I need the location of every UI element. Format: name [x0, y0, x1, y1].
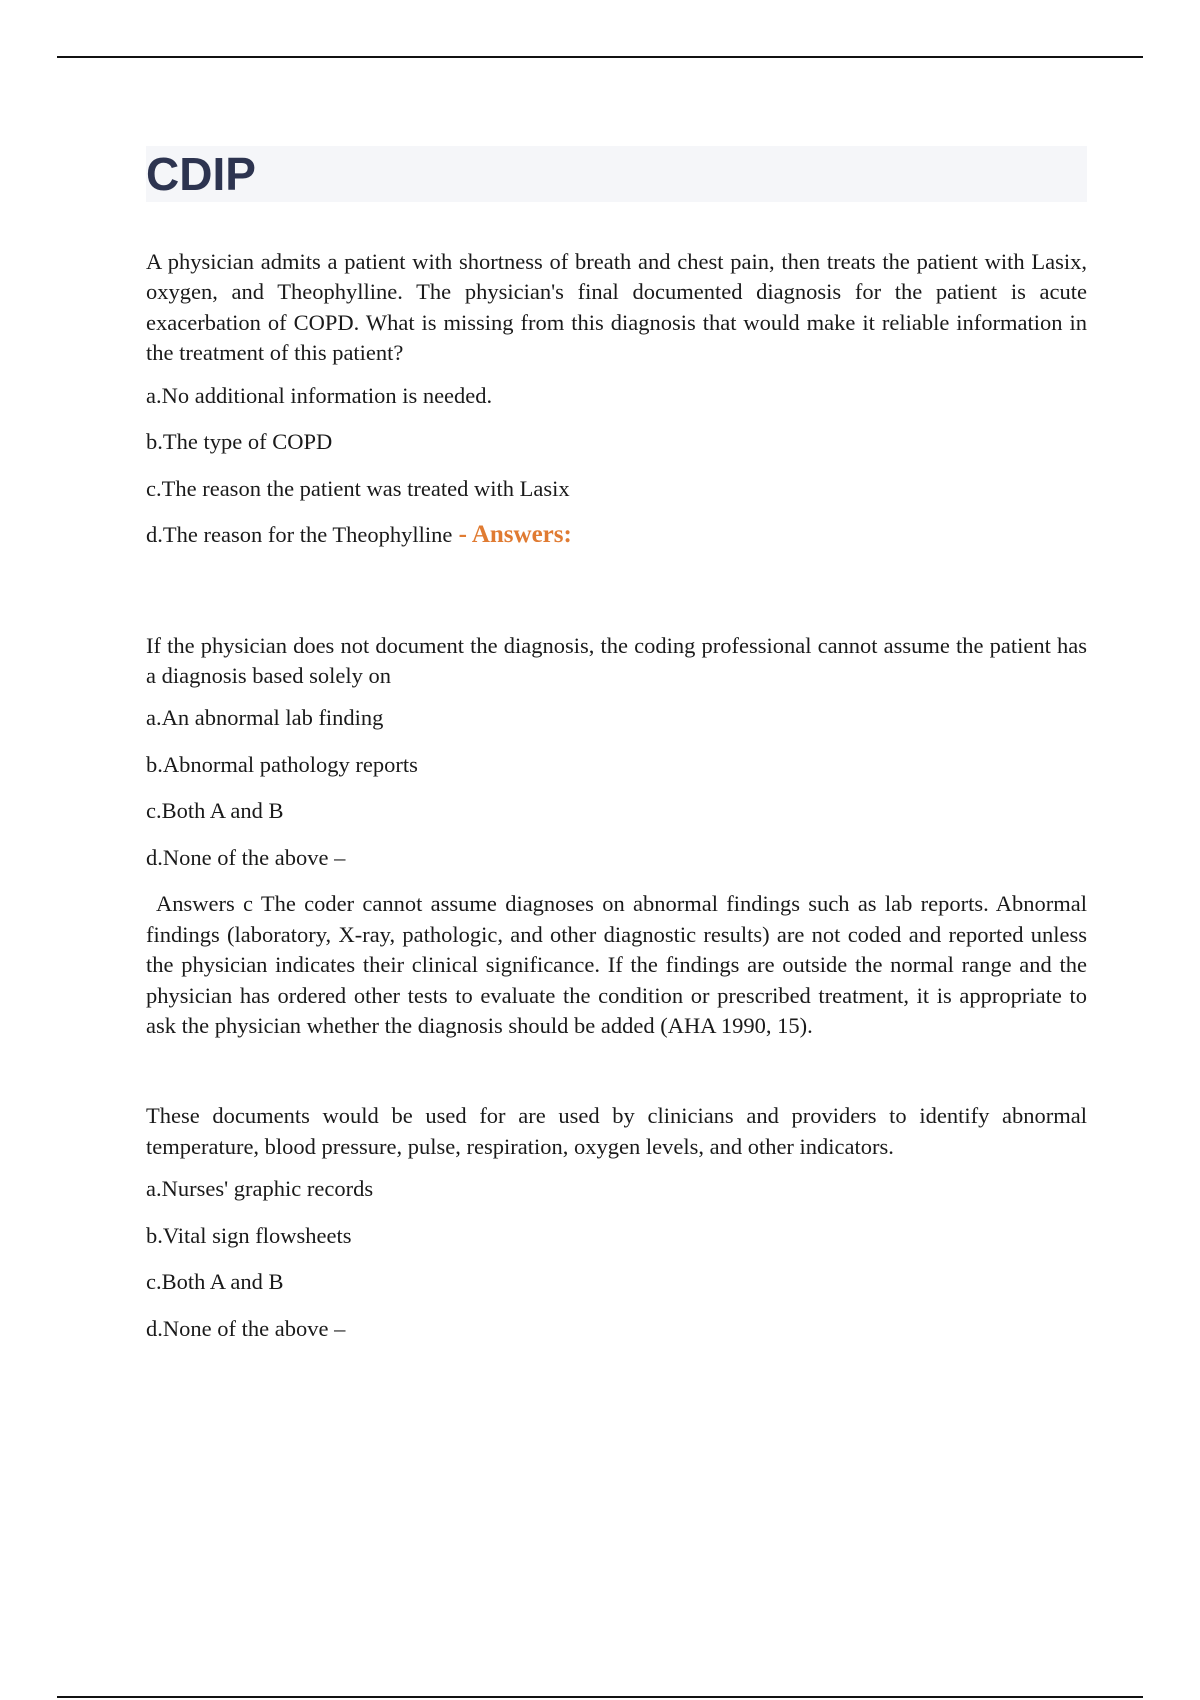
answer-option: a.No additional information is needed.: [146, 382, 493, 408]
answer-option: c.Both A and B: [146, 1269, 284, 1295]
answer-option: c.Both A and B: [146, 798, 284, 824]
answer-option: b.The type of COPD: [146, 429, 333, 455]
answer-dash: -: [452, 521, 472, 549]
answer-option: c.The reason the patient was treated with Lasix: [146, 475, 570, 501]
question-block-3: [146, 1101, 1087, 1343]
answer-option: a.An abnormal lab finding: [146, 705, 384, 731]
question-text: If the physician does not document the diagnosis, the coding professional cannot assume the patient has a diagnosis based solely on: [146, 632, 1087, 689]
document-body: [146, 146, 1087, 1360]
document-title: CDIP: [146, 148, 256, 200]
question-block-2: [146, 631, 1087, 1042]
bottom-rule: [57, 1696, 1143, 1698]
answer-option: b.Abnormal pathology reports: [146, 751, 418, 777]
answers-label: Answers:: [471, 521, 572, 549]
question-block-1: [146, 247, 1087, 550]
answer-option-last: [146, 520, 1087, 550]
answer-option: a.Nurses' graphic records: [146, 1176, 374, 1202]
spacer: [146, 1041, 1087, 1101]
spacer: [146, 567, 1087, 631]
top-rule: [57, 56, 1143, 58]
answer-option: b.Vital sign flowsheets: [146, 1222, 352, 1248]
title-bar: [146, 146, 1087, 202]
answer-option: d.None of the above –: [146, 844, 346, 870]
answer-option-text: d.The reason for the Theophylline: [146, 522, 453, 548]
question-text: A physician admits a patient with shortness of breath and chest pain, then treats the patient with Lasix, oxygen, and Theophylline. The physician's final documented diagnosis for the patient is acute exacerbation of COPD. What is missing from this diagnosis that would make it reliable information in the treatment of this patient?: [146, 249, 1087, 366]
answer-explanation: Answers c The coder cannot assume diagnoses on abnormal findings such as lab reports. Abnormal findings (laboratory, X-ray, pathologic, and other diagnostic results) are not coded and reported unless the physician indicates their clinical significance. If the findings are outside the normal range and the physician has ordered other tests to evaluate the condition or prescribed treatment, it is appropriate to ask the physician whether the diagnosis should be added (AHA 1990, 15).: [146, 891, 1087, 1039]
answer-option: d.None of the above –: [146, 1315, 346, 1341]
question-text: These documents would be used for are used by clinicians and providers to identify abnormal temperature, blood pressure, pulse, respiration, oxygen levels, and other indicators.: [146, 1103, 1087, 1159]
